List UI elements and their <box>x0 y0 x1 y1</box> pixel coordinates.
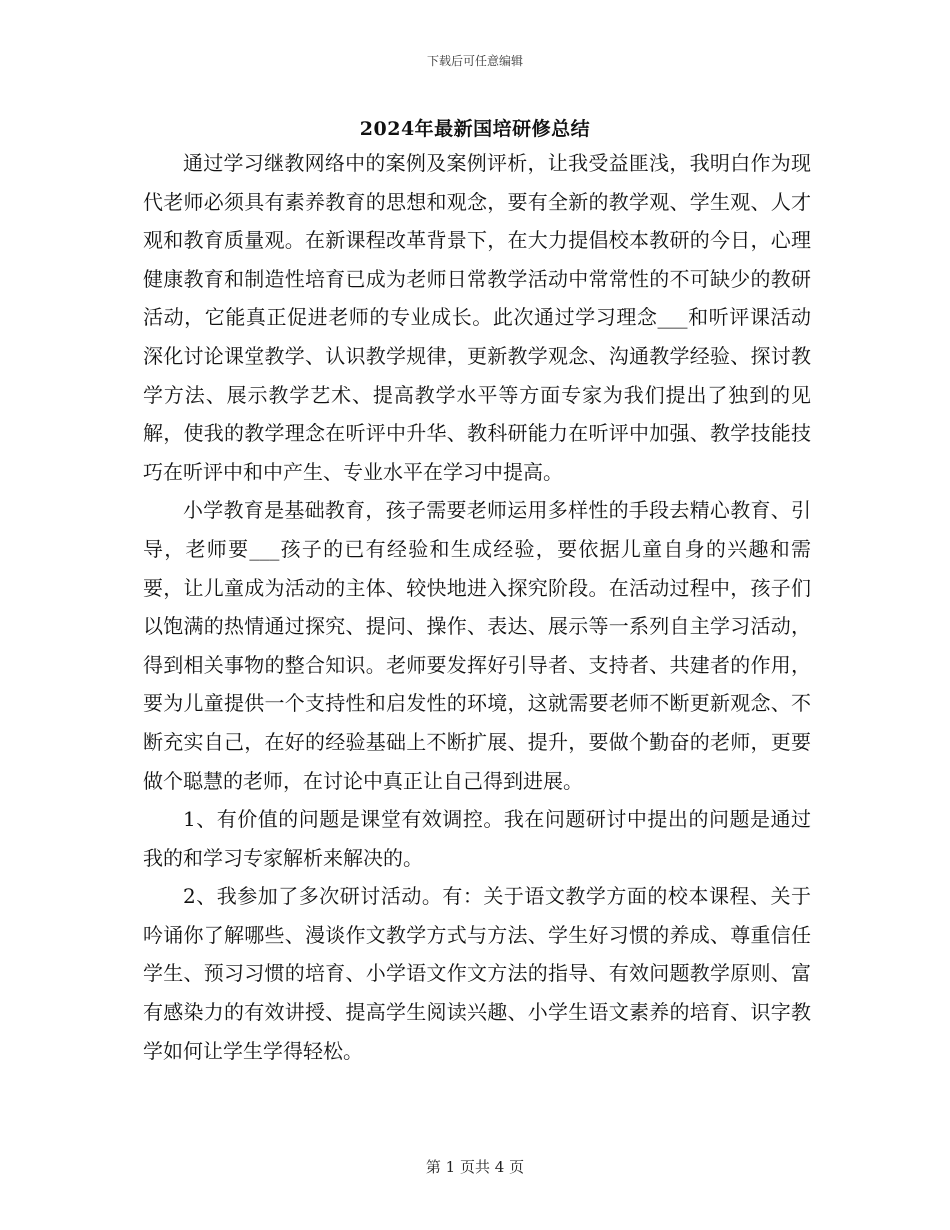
header-note: 下载后可任意编辑 <box>426 54 523 68</box>
document-title: 2024年最新国培研修总结 <box>359 118 591 140</box>
paragraph-2: 小学教育是基础教育，孩子需要老师运用多样性的手段去精心教育、引导，老师要___孩子的已有经验和生成经验，要依据儿童自身的兴趣和需要，让儿童成为活动的主体、较快地进入探究阶段。在活动过程中，孩子们以饱满的热情通过探究、提问、操作、表达、展示等一系列自主学习活动，得到相关事物的整合知识。老师要发挥好引导者、支持者、共建者的作用，要为儿童提供一个支持性和启发性的环境，这就需要老师不断更新观念、不断充实自己，在好的经验基础上不断扩展、提升，要做个勤奋的老师，更要做个聪慧的老师，在讨论中真正让自己得到进展。 <box>143 498 811 793</box>
paragraph-1: 通过学习继教网络中的案例及案例评析，让我受益匪浅，我明白作为现代老师必须具有素养教育的思想和观念，要有全新的教学观、学生观、人才观和教育质量观。在新课程改革背景下，在大力提倡校本教研的今日，心理健康教育和制造性培育已成为老师日常教学活动中常常性的不可缺少的教研活动，它能真正促进老师的专业成长。此次通过学习理念___和听评课活动深化讨论课堂教学、认识教学规律，更新教学观念、沟通教学经验、探讨教学方法、展示教学艺术、提高教学水平等方面专家为我们提出了独到的见解，使我的教学理念在听评中升华、教科研能力在听评中加强、教学技能技巧在听评中和中产生、专业水平在学习中提高。 <box>143 151 811 484</box>
paragraph-4: 2、我参加了多次研讨活动。有：关于语文教学方面的校本课程、关于吟诵你了解哪些、漫谈作文教学方式与方法、学生好习惯的养成、尊重信任学生、预习习惯的培育、小学语文作文方法的指导、有效问题教学原则、富有感染力的有效讲授、提高学生阅读兴趣、小学生语文素养的培育、识字教学如何让学生学得轻松。 <box>143 884 811 1063</box>
paragraph-3: 1、有价值的问题是课堂有效调控。我在问题研讨中提出的问题是通过我的和学习专家解析来解决的。 <box>143 807 811 870</box>
document-body <box>143 144 811 1070</box>
page-number: 第 1 页共 4 页 <box>425 1158 525 1176</box>
